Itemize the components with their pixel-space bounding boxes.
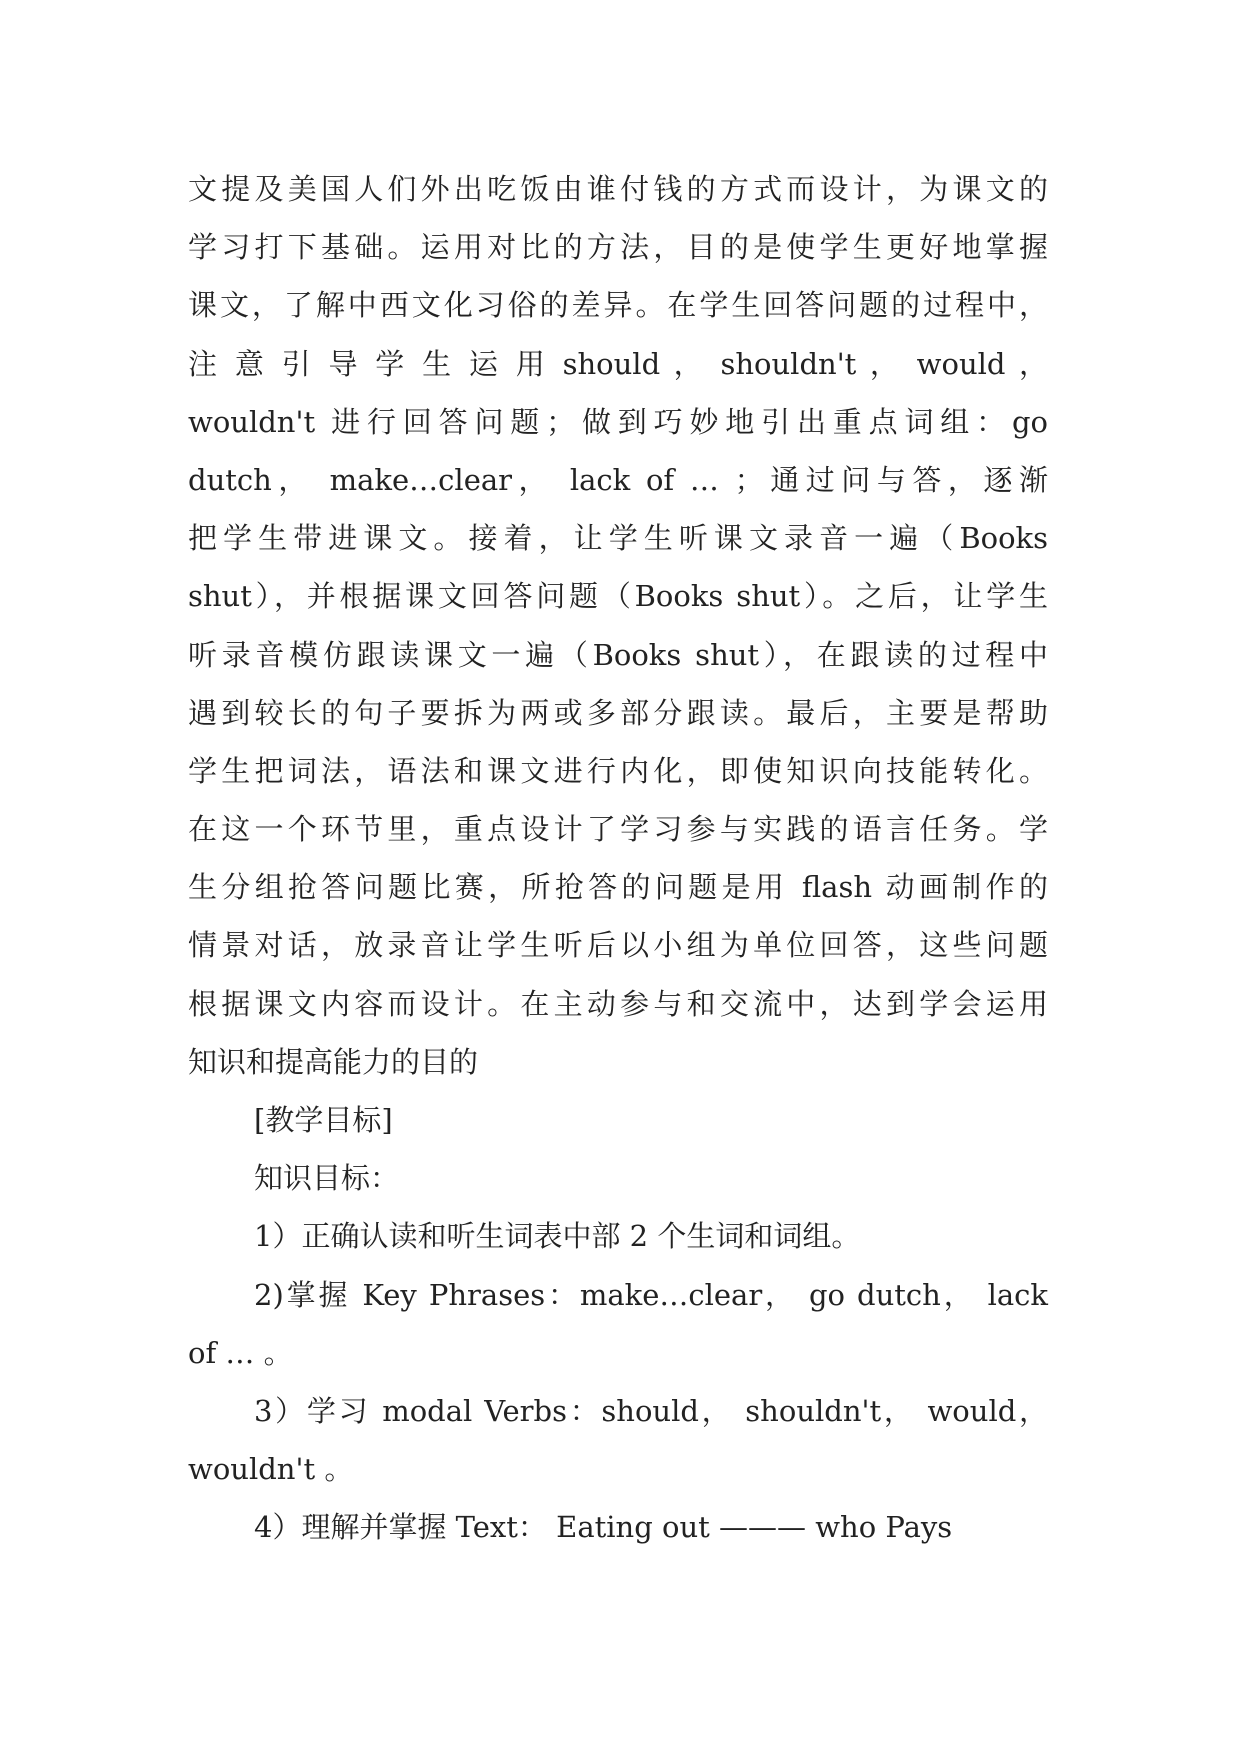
- paragraph-line: 在这一个环节里，重点设计了学习参与实践的语言任务。学: [188, 812, 1048, 847]
- paragraph-line: 课文，了解中西文化习俗的差异。在学生回答问题的过程中，: [188, 288, 1048, 323]
- section-heading: [教学目标]: [254, 1103, 393, 1137]
- paragraph-line: 文提及美国人们外出吃饭由谁付钱的方式而设计，为课文的: [188, 172, 1048, 206]
- paragraph-line: 遇到较长的句子要拆为两或多部分跟读。最后，主要是帮助: [188, 695, 1048, 730]
- objective-item-4: 4）理解并掌握 Text： Eating out ——— who Pays: [254, 1510, 953, 1545]
- objective-item-1: 1）正确认读和听生词表中部 2 个生词和词组。: [254, 1219, 861, 1254]
- objective-item-3: 3）学习 modal Verbs：should， shouldn't， would，: [254, 1393, 1048, 1428]
- paragraph-line: dutch， make…clear， lack of … ；通过问与答，逐渐: [188, 462, 1048, 497]
- paragraph-line: 根据课文内容而设计。在主动参与和交流中，达到学会运用: [188, 986, 1048, 1021]
- paragraph-line: 听录音模仿跟读课文一遍（Books shut），在跟读的过程中: [188, 637, 1048, 672]
- subheading: 知识目标：: [254, 1161, 400, 1196]
- paragraph-line: 生分组抢答问题比赛，所抢答的问题是用 flash 动画制作的: [188, 870, 1048, 905]
- paragraph-line: 注 意 引 导 学 生 运 用 should ， shouldn't ， would ，: [188, 346, 1048, 381]
- paragraph-line: 把学生带进课文。接着，让学生听课文录音一遍（Books: [188, 521, 1048, 556]
- paragraph-line: 学习打下基础。运用对比的方法，目的是使学生更好地掌握: [188, 230, 1048, 265]
- paragraph-line: 学生把词法，语法和课文进行内化，即使知识向技能转化。: [188, 753, 1048, 788]
- paragraph-line: wouldn't 进行回答问题；做到巧妙地引出重点词组：go: [188, 404, 1048, 439]
- objective-item-2-continued: of … 。: [188, 1335, 293, 1370]
- document-page: [188, 160, 1048, 1557]
- objective-item-3-continued: wouldn't 。: [188, 1452, 354, 1487]
- objective-item-2: 2)掌握 Key Phrases：make…clear， go dutch， lack: [254, 1277, 1048, 1312]
- paragraph-line: 情景对话，放录音让学生听后以小组为单位回答，这些问题: [188, 928, 1048, 963]
- paragraph-line-last: 知识和提高能力的目的: [188, 1044, 479, 1079]
- paragraph-line: shut），并根据课文回答问题（Books shut）。之后，让学生: [188, 579, 1048, 614]
